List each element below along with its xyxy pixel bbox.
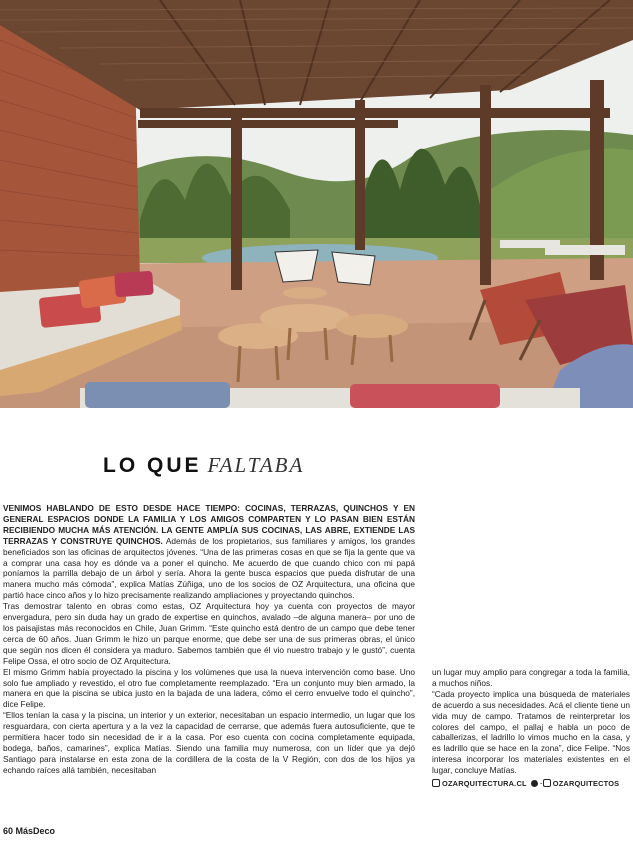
paragraph: “Cada proyecto implica una búsqueda de materiales de acuerdo a sus necesidades. Acá el cliente tiene un vida muy de campo. Tratamos de reinterpretar los colores del campo, el pallaj e habla un poco de caballerizas, el ladrillo lo vimos mucho en la casa, y es ladrillo que se hace en la zona”, dice Felipe. “Nos interesa incorporar los materiales existentes en el lugar, concluye Matías. [432,688,630,776]
paragraph-text: Además de los propietarios, sus familiares y amigos, los grandes beneficiados son las oficinas de arquitectos jóvenes. “Una de las primeras cosas en que se fija la gente que va a comprar una casa hoy es dónde va a poner el quincho. Me acuerdo de que cuando chico con mi papá poníamos la parrilla debajo de un árbol y sería. Ahora la gente busca espacios que pueda disfrutar de una manera mucho más cómoda”, explica Matías Zúñiga, uno de los socios de OZ Arquitectura, una oficina que partió hace cinco años y lo hizo precisamente realizando ampliaciones y proyectando quinchos. [3,535,415,601]
web-icon [432,779,440,787]
paragraph: El mismo Grimm había proyectado la piscina y los volúmenes que usa la nueva intervención como base. Uno solo fue ampliado y revestido, el otro fue completamente reemplazado. “Era un conjunto muy bien armado, la manera en que la piscina se ubica justo en la bajada de una ladera, cómo el cerro envuelve todo el quincho”, dice Felipe. [3,666,415,710]
lead-text: VENIMOS HABLANDO DE ESTO DESDE HACE TIEMPO: COCINAS, TERRAZAS, QUINCHOS Y EN GENERAL ESPACIOS DONDE LA FAMILIA Y LOS AMIGOS COMPARTEN Y LO PASAN BIEN ESTÁN RECIBIENDO MUCHA MÁS ATENCIÓN. LA GENTE AMPLÍA SUS COCINAS, LAS ABRE, EXTIENDE LAS TERRAZAS Y CONSTRUYE QUINCHOS. [3,503,415,546]
article-body-left [3,503,415,776]
table [336,314,408,338]
beam [140,108,610,118]
facebook-icon [531,780,538,787]
post [231,110,242,290]
butterfly-chair [332,252,375,285]
article-title [103,452,304,478]
title-bold: LO QUE [103,454,202,477]
title-light: FALTABA [207,453,305,477]
paragraph: Tras demostrar talento en obras como estas, OZ Arquitectura hoy ya cuenta con proyectos de mayor envergadura, pero sin duda hay un grado de expertise en quinchos, avalado –de alguna manera– por uno de los paisajistas más reconocidos en Chile, Juan Grimm. “Este quincho está dentro de un campo que debe tener cerca de 60 años. Juan Grimm le hizo un parque enorme, que debe ser una de sus primeras obras, el único que según nos dicen él considera ya maduro. Sabemos también que él vio nuestro trabajo y le gustó”, cuenta Felipe Ossa, el otro socio de OZ Arquitectura. [3,601,415,666]
social-links: OZARQUITECTURA.CL · OZARQUITECTOS [432,779,630,790]
instagram-icon [543,779,551,787]
hero-photo [0,0,633,408]
terrace-illustration [0,0,633,408]
article-body-right [432,667,630,790]
paragraph [3,503,415,601]
pillow [114,271,154,298]
page-footer [3,826,55,836]
paragraph: “Ellos tenían la casa y la piscina, un interior y un exterior, necesitaban un espacio intermedio, un lugar que los resguardara, con cierta apertura y a la vez la capacidad de cerrarse, que además fuera autosuficiente, que te permitiera hacer todo sin necesidad de ir a la casa. Por eso cuenta con cocina completamente equipada, bodega, baños, camarines”, explica Matías. Siendo una familia muy numerosa, con un líder que ya dejó Santiago para instalarse en esta zona de la cordillera de la costa de la V Región, con dos de los hijos ya echando raíces allá también, necesitaban [3,710,415,775]
pillow [350,384,500,408]
butterfly-chair [275,250,318,282]
page-number: 60 [3,826,14,836]
website-link[interactable]: OZARQUITECTURA.CL [442,779,527,789]
post [355,100,365,250]
post [480,85,491,285]
pillow [85,382,230,408]
paragraph: un lugar muy amplio para congregar a toda la familia, a muchos niños. [432,667,630,688]
instagram-link[interactable]: OZARQUITECTOS [552,779,620,789]
magazine-name: MásDeco [15,826,56,836]
